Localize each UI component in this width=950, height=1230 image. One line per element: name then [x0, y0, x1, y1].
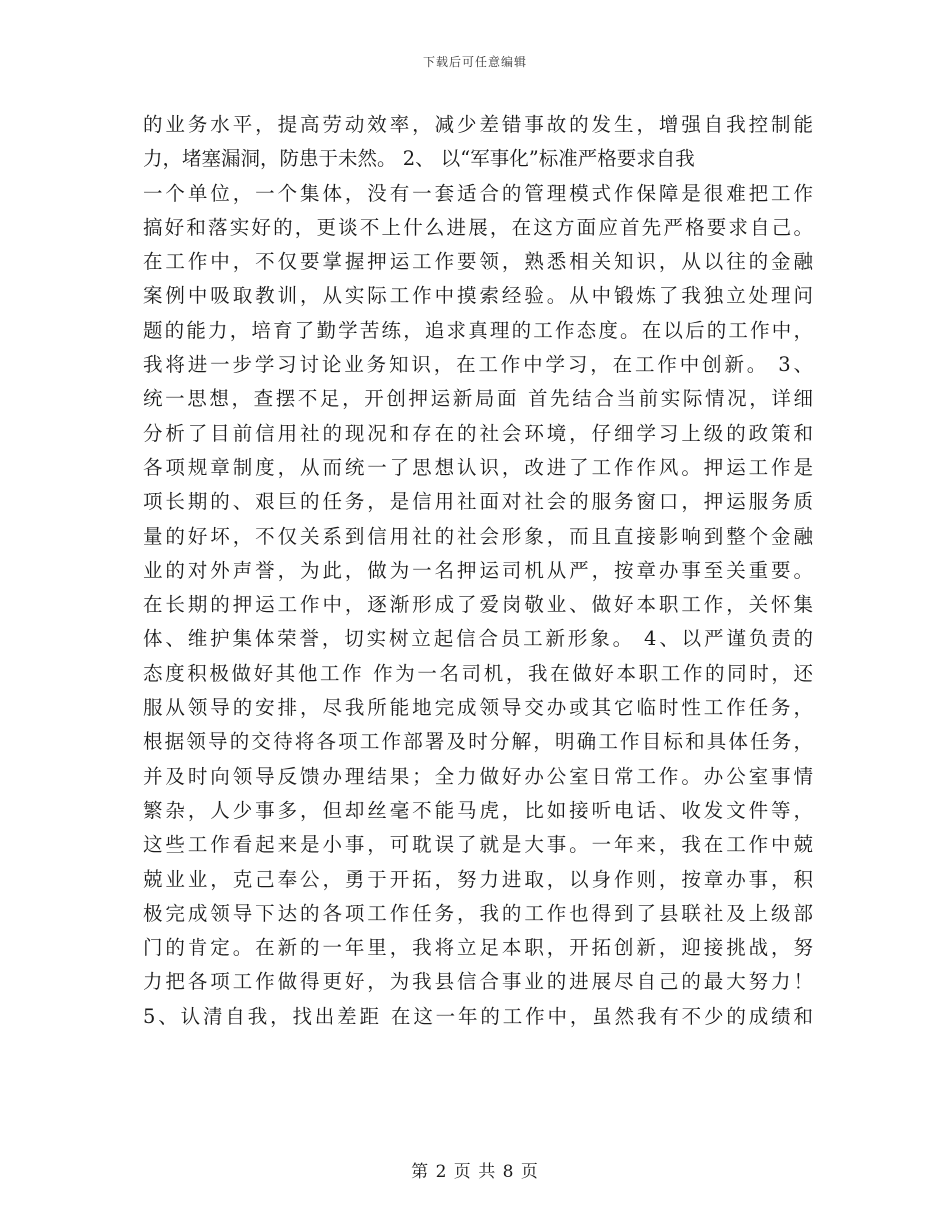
text-line: 态度积极做好其他工作 作为一名司机，我在做好本职工作的同时，还: [143, 661, 813, 685]
text-line: 这些工作看起来是小事，可耽误了就是大事。一年来，我在工作中兢: [143, 833, 813, 857]
page-number: 第 2 页 共 8 页: [411, 1162, 539, 1182]
text-line: 力把各项工作做得更好，为我县信合事业的进展尽自己的最大努力！: [143, 970, 813, 994]
text-line: 业的对外声誉，为此，做为一名押运司机从严，按章办事至关重要。: [143, 558, 813, 582]
text-line: 力，堵塞漏洞，防患于未然。 2、 以“军事化”标准严格要求自我: [143, 147, 695, 171]
text-line: 一个单位，一个集体，没有一套适合的管理模式作保障是很难把工作: [143, 181, 813, 205]
text-line: 项长期的、艰巨的任务，是信用社面对社会的服务窗口，押运服务质: [143, 490, 813, 514]
text-line: 案例中吸取教训，从实际工作中摸索经验。从中锻炼了我独立处理问: [143, 284, 813, 308]
text-line: 门的肯定。在新的一年里，我将立足本职，开拓创新，迎接挑战，努: [143, 936, 813, 960]
text-line: 量的好坏，不仅关系到信用社的社会形象，而且直接影响到整个金融: [143, 524, 813, 548]
text-line: 兢业业，克己奉公，勇于开拓，努力进取，以身作则，按章办事，积: [143, 867, 813, 891]
text-line: 5、认清自我，找出差距 在这一年的工作中，虽然我有不少的成绩和: [143, 1004, 813, 1028]
text-line: 并及时向领导反馈办理结果；全力做好办公室日常工作。办公室事情: [143, 764, 813, 788]
text-line: 体、维护集体荣誉，切实树立起信合员工新形象。 4、以严谨负责的: [143, 627, 813, 651]
text-line: 的业务水平，提高劳动效率，减少差错事故的发生，增强自我控制能: [143, 113, 813, 136]
text-line: 题的能力，培育了勤学苦练，追求真理的工作态度。在以后的工作中，: [143, 318, 813, 342]
text-line: 搞好和落实好的，更谈不上什么进展，在这方面应首先严格要求自己。: [143, 215, 813, 239]
text-line: 我将进一步学习讨论业务知识，在工作中学习，在工作中创新。 3、: [143, 353, 813, 377]
text-line: 在工作中，不仅要掌握押运工作要领，熟悉相关知识，从以往的金融: [143, 250, 813, 274]
text-line: 服从领导的安排，尽我所能地完成领导交办或其它临时性工作任务，: [143, 696, 813, 720]
page-header: 下载后可任意编辑: [422, 55, 527, 69]
text-line: 根据领导的交待将各项工作部署及时分解，明确工作目标和具体任务，: [143, 730, 813, 754]
text-line: 分析了目前信用社的现况和存在的社会环境，仔细学习上级的政策和: [143, 421, 813, 445]
text-line: 各项规章制度，从而统一了思想认识，改进了工作作风。押运工作是: [143, 455, 813, 479]
text-line: 极完成领导下达的各项工作任务，我的工作也得到了县联社及上级部: [143, 901, 813, 925]
text-line: 在长期的押运工作中，逐渐形成了爱岗敬业、做好本职工作，关怀集: [143, 593, 813, 617]
text-line: 繁杂，人少事多，但却丝毫不能马虎，比如接听电话、收发文件等，: [143, 798, 813, 822]
text-line: 统一思想，查摆不足，开创押运新局面 首先结合当前实际情况，详细: [143, 387, 813, 411]
body-text: [143, 108, 813, 1034]
